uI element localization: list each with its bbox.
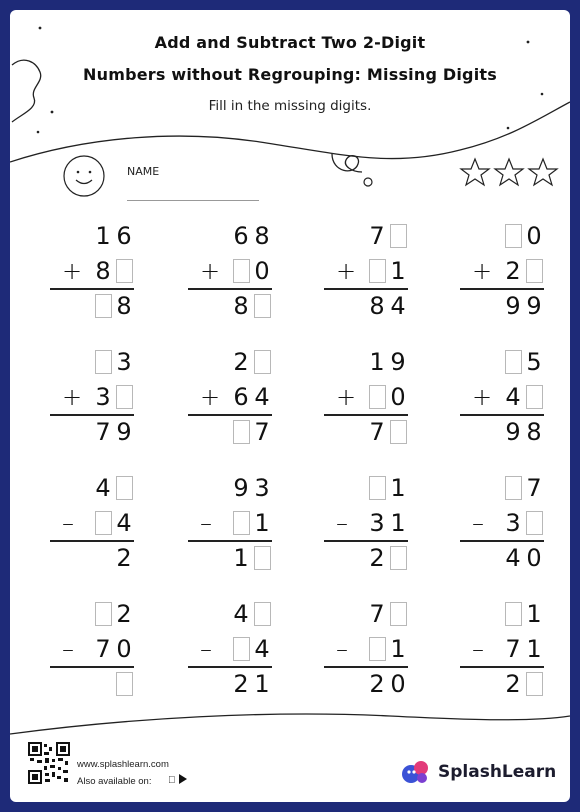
digit: 3 (116, 348, 132, 376)
qr-code[interactable] (28, 742, 70, 784)
missing-digit-box[interactable] (116, 259, 133, 283)
math-problem (324, 600, 408, 700)
digit-row (366, 292, 408, 320)
answer-line (50, 414, 134, 416)
digit: 7 (254, 418, 270, 446)
answer-line (460, 414, 544, 416)
missing-digit-box[interactable] (95, 294, 112, 318)
digit: 0 (116, 635, 132, 663)
digit-row (502, 544, 544, 572)
digit: 8 (526, 418, 542, 446)
sparkle-dot (541, 93, 544, 96)
digit: 9 (505, 292, 521, 320)
digit-row (366, 544, 408, 572)
digit-row (366, 474, 408, 502)
digit: 2 (369, 544, 385, 572)
footer-wave-line (10, 714, 570, 734)
operator-sign: – (200, 635, 212, 663)
operator-sign: + (62, 257, 83, 285)
title-line-1: Add and Subtract Two 2-Digit (154, 33, 426, 52)
digit: 6 (233, 222, 249, 250)
worksheet-page (10, 10, 570, 802)
rating-stars (458, 156, 560, 190)
digit: 7 (369, 222, 385, 250)
digit-row (366, 509, 408, 537)
digit: 1 (390, 257, 406, 285)
digit: 4 (95, 474, 111, 502)
sparkle-dot (37, 131, 40, 134)
missing-digit-box[interactable] (369, 259, 386, 283)
name-input-line[interactable] (127, 200, 259, 201)
digit: 2 (116, 544, 132, 572)
operator-sign: + (336, 383, 357, 411)
digit-row (230, 509, 272, 537)
operator-sign: + (336, 257, 357, 285)
answer-line (324, 288, 408, 290)
answer-line (188, 288, 272, 290)
digit: 0 (390, 670, 406, 698)
math-problem (460, 600, 544, 700)
digit: 7 (95, 635, 111, 663)
operator-sign: – (62, 509, 74, 537)
missing-digit-box[interactable] (116, 385, 133, 409)
answer-line (324, 540, 408, 542)
missing-digit-box[interactable] (390, 224, 407, 248)
digit: 9 (526, 292, 542, 320)
math-problem (188, 222, 272, 322)
missing-digit-box[interactable] (254, 350, 271, 374)
missing-digit-box[interactable] (233, 259, 250, 283)
digit: 2 (505, 257, 521, 285)
math-problem (50, 474, 134, 574)
digit: 2 (369, 670, 385, 698)
missing-digit-box[interactable] (526, 385, 543, 409)
digit: 7 (505, 635, 521, 663)
digit: 4 (505, 383, 521, 411)
digit-row (502, 474, 544, 502)
answer-line (188, 414, 272, 416)
operator-sign: + (200, 383, 221, 411)
digit: 1 (526, 600, 542, 628)
digit-row (366, 670, 408, 698)
digit-row (366, 418, 408, 446)
math-problem (188, 474, 272, 574)
digit: 4 (233, 600, 249, 628)
digit: 1 (390, 509, 406, 537)
sparkle-dot (507, 127, 510, 130)
digit-row (92, 257, 134, 285)
answer-line (50, 666, 134, 668)
digit: 1 (526, 635, 542, 663)
digit: 3 (254, 474, 270, 502)
brand-logo[interactable] (400, 758, 556, 786)
operator-sign: + (62, 383, 83, 411)
website-link[interactable]: www.splashlearn.com (77, 759, 169, 770)
operator-sign: – (336, 509, 348, 537)
missing-digit-box[interactable] (505, 476, 522, 500)
missing-digit-box[interactable] (390, 420, 407, 444)
missing-digit-box[interactable] (254, 602, 271, 626)
digit-row (502, 257, 544, 285)
missing-digit-box[interactable] (95, 602, 112, 626)
answer-line (188, 540, 272, 542)
answer-line (188, 666, 272, 668)
digit-row (230, 600, 272, 628)
digit-row (92, 474, 134, 502)
missing-digit-box[interactable] (526, 672, 543, 696)
answer-line (324, 414, 408, 416)
store-icons (168, 774, 188, 786)
math-problem (460, 348, 544, 448)
digit: 0 (390, 383, 406, 411)
digit-row (92, 292, 134, 320)
digit-row (230, 257, 272, 285)
digit-row (366, 222, 408, 250)
missing-digit-box[interactable] (369, 637, 386, 661)
missing-digit-box[interactable] (95, 511, 112, 535)
math-problem (50, 348, 134, 448)
digit-row (230, 383, 272, 411)
digit: 9 (233, 474, 249, 502)
answer-line (460, 288, 544, 290)
digit: 2 (505, 670, 521, 698)
digit-row (230, 418, 272, 446)
digit-row (230, 544, 272, 572)
math-problem (50, 600, 134, 700)
digit: 0 (526, 222, 542, 250)
operator-sign: + (472, 257, 493, 285)
missing-digit-box[interactable] (233, 637, 250, 661)
digit-row (113, 544, 134, 572)
digit: 1 (233, 544, 249, 572)
missing-digit-box[interactable] (254, 546, 271, 570)
operator-sign: – (472, 635, 484, 663)
title-line-2: Numbers without Regrouping: Missing Digits (83, 65, 497, 84)
digit-row (502, 383, 544, 411)
math-problem (324, 348, 408, 448)
star-icon (529, 159, 557, 185)
digit: 7 (369, 600, 385, 628)
digit: 7 (526, 474, 542, 502)
digit-row (92, 600, 134, 628)
digit-row (502, 418, 544, 446)
answer-line (50, 540, 134, 542)
digit-row (366, 383, 408, 411)
digit: 7 (369, 418, 385, 446)
answer-line (324, 666, 408, 668)
brand-name: SplashLearn (438, 762, 557, 782)
digit-row (92, 348, 134, 376)
answer-line (50, 288, 134, 290)
digit: 3 (95, 383, 111, 411)
missing-digit-box[interactable] (233, 420, 250, 444)
digit-row (230, 222, 272, 250)
digit: 2 (233, 670, 249, 698)
digit-row (230, 635, 272, 663)
digit-row (502, 600, 544, 628)
digit: 1 (95, 222, 111, 250)
play-store-icon[interactable] (178, 774, 188, 784)
digit-row (230, 474, 272, 502)
digit-row (366, 257, 408, 285)
missing-digit-box[interactable] (116, 476, 133, 500)
digit-row (92, 222, 134, 250)
math-problem (324, 222, 408, 322)
digit: 1 (369, 348, 385, 376)
missing-digit-box[interactable] (369, 385, 386, 409)
star-icon (461, 159, 489, 185)
apple-icon[interactable] (168, 775, 176, 786)
digit: 1 (254, 670, 270, 698)
digit: 3 (505, 509, 521, 537)
digit: 9 (116, 418, 132, 446)
digit: 4 (254, 383, 270, 411)
digit-row (230, 292, 272, 320)
digit: 2 (233, 348, 249, 376)
digit: 1 (390, 474, 406, 502)
math-problem (188, 600, 272, 700)
missing-digit-box[interactable] (505, 224, 522, 248)
digit-row (502, 635, 544, 663)
operator-sign: – (200, 509, 212, 537)
digit: 3 (369, 509, 385, 537)
missing-digit-box[interactable] (505, 350, 522, 374)
digit: 0 (254, 257, 270, 285)
missing-digit-box[interactable] (390, 546, 407, 570)
operator-sign: + (472, 383, 493, 411)
answer-line (460, 540, 544, 542)
operator-sign: – (336, 635, 348, 663)
smiley-face-icon (62, 154, 106, 198)
digit: 9 (390, 348, 406, 376)
digit: 1 (390, 635, 406, 663)
digit: 6 (116, 222, 132, 250)
digit-row (230, 348, 272, 376)
available-on-label: Also available on: (77, 776, 152, 787)
digit-row (113, 670, 134, 698)
missing-digit-box[interactable] (390, 602, 407, 626)
missing-digit-box[interactable] (95, 350, 112, 374)
math-problem (324, 474, 408, 574)
digit: 1 (254, 509, 270, 537)
digit: 8 (254, 222, 270, 250)
missing-digit-box[interactable] (254, 294, 271, 318)
digit: 4 (254, 635, 270, 663)
math-problem (188, 348, 272, 448)
digit-row (92, 509, 134, 537)
swirl-icon (328, 146, 378, 196)
digit-row (502, 670, 544, 698)
name-label: NAME (127, 165, 160, 178)
digit: 7 (95, 418, 111, 446)
digit: 4 (116, 509, 132, 537)
digit: 4 (505, 544, 521, 572)
digit: 8 (233, 292, 249, 320)
digit-row (230, 670, 272, 698)
math-problem (460, 222, 544, 322)
missing-digit-box[interactable] (369, 476, 386, 500)
digit: 6 (233, 383, 249, 411)
sparkle-dot (39, 27, 42, 30)
digit-row (366, 600, 408, 628)
missing-digit-box[interactable] (233, 511, 250, 535)
digit-row (502, 222, 544, 250)
splashlearn-logo-icon (400, 758, 432, 786)
digit: 0 (526, 544, 542, 572)
digit-row (92, 418, 134, 446)
digit-row (502, 292, 544, 320)
missing-digit-box[interactable] (526, 511, 543, 535)
digit: 9 (505, 418, 521, 446)
answer-line (460, 666, 544, 668)
operator-sign: – (472, 509, 484, 537)
missing-digit-box[interactable] (505, 602, 522, 626)
instructions: Fill in the missing digits. (208, 98, 372, 114)
digit-row (92, 635, 134, 663)
operator-sign: + (200, 257, 221, 285)
digit: 4 (390, 292, 406, 320)
digit-row (502, 348, 544, 376)
digit: 8 (95, 257, 111, 285)
math-problem (460, 474, 544, 574)
digit-row (502, 509, 544, 537)
math-problem (50, 222, 134, 322)
operator-sign: – (62, 635, 74, 663)
star-icon (495, 159, 523, 185)
digit: 2 (116, 600, 132, 628)
digit-row (366, 635, 408, 663)
digit-row (92, 383, 134, 411)
digit-row (366, 348, 408, 376)
digit: 5 (526, 348, 542, 376)
digit: 8 (116, 292, 132, 320)
digit: 8 (369, 292, 385, 320)
missing-digit-box[interactable] (526, 259, 543, 283)
missing-digit-box[interactable] (116, 672, 133, 696)
